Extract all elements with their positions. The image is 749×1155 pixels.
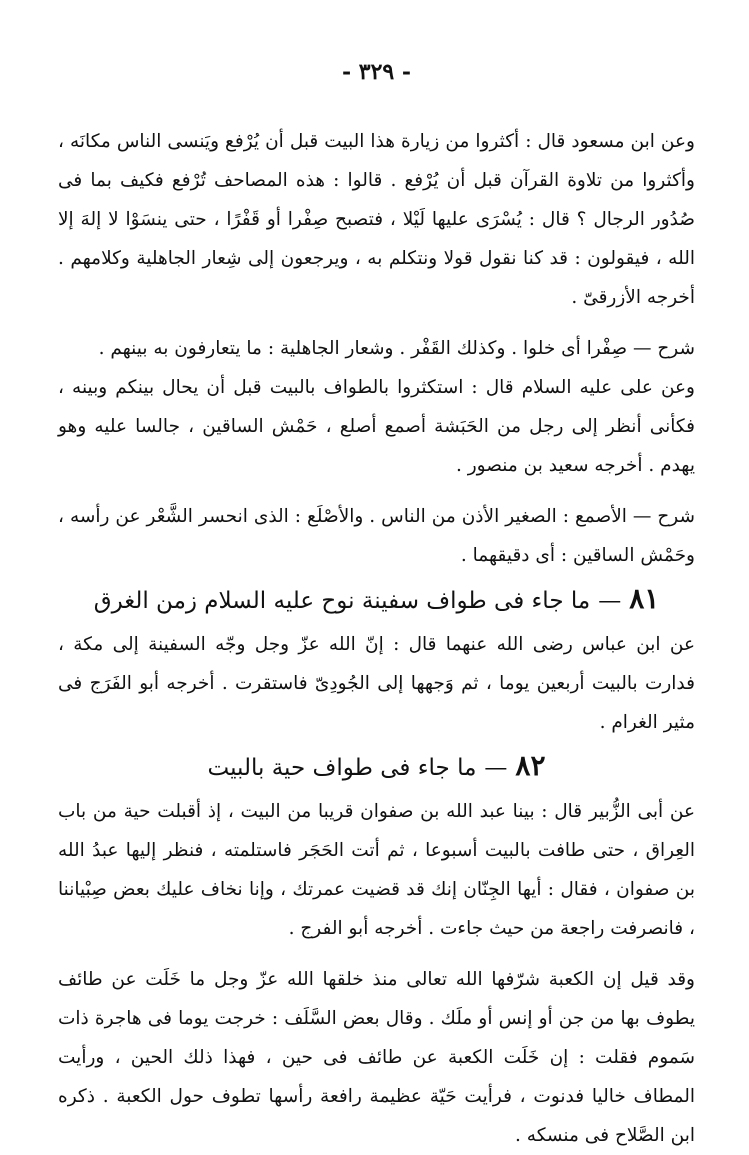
paragraph-commentary-2: شرح — الأصمع : الصغير الأذن من الناس . والأصْلَع : الذى انحسر الشَّعْر عن رأسه ، وحَمْش الساقين : أى دقيقهما . [58,506,695,566]
section-number-82: ٨٢ [515,749,546,782]
page-number: - ٣٢٩ - [341,59,412,85]
book-page [58,52,695,1155]
paragraph-ibn-masud: وعن ابن مسعود قال : أكثروا من زيارة هذا البيت قبل أن يُرْفع ويَنسى الناس مكانَه ، وأكثروا من تلاوة القرآن قبل أن يُرْفع . قالوا : هذه المصاحف تُرْفع فكيف بما فى صُدُور الرجال ؟ قال : يُسْرَى عليها لَيْلا ، فتصبح صِفْرا أو قَفْرًا ، حتى ينسَوْا لا إلهَ إلا الله ، فيقولون : قد كنا نقول قولا ونتكلم به ، ويرجعون إلى شِعار الجاهلية وكلامهم . أخرجه الأزرقىّ . [58,131,695,308]
paragraph-abu-zubayr: عن أبى الزُّبير قال : بينا عبد الله بن صفوان قريبا من البيت ، إذ أقبلت حية من باب العِراق ، حتى طافت بالبيت أسبوعا ، ثم أتت الحَجَر فاستلمته ، فنظر إليها عبدُ الله بن صفوان ، فقال : أيها الجِنّان إنك قد قضيت عمرتك ، وإنا نخاف عليك بعض صِبْياننا ، فانصرفت راجعة من حيث جاءت . أخرجه أبو الفرج . [58,801,695,939]
section-number-81: ٨١ [629,582,660,615]
paragraph-ibn-abbas: عن ابن عباس رضى الله عنهما قال : إنّ الله عزّ وجل وجّه السفينة إلى مكة ، فدارت بالبيت أربعين يوما ، ثم وَجهها إلى الجُودِىّ فاستقرت . أخرجه أبو الفَرَج فى مثير الغرام . [58,634,695,733]
section-dash-82: — [484,755,508,781]
section-title-81: ما جاء فى طواف سفينة نوح عليه السلام زمن الغرق [93,588,591,614]
paragraph-commentary-1: شرح — صِفْرا أى خلوا . وكذلك القَفْر . وشعار الجاهلية : ما يتعارفون به بينهم . [98,338,695,359]
section-heading-82 [58,746,695,788]
section-heading-81 [58,579,695,621]
paragraph-kaaba-circumambulation: وقد قيل إن الكعبة شرّفها الله تعالى منذ خلقها الله عزّ وجل ما خَلَت عن طائف يطوف بها من جن أو إنس أو ملَك . وقال بعض السَّلَف : خرجت يوما فى هاجرة ذات سَموم فقلت : إن خَلَت الكعبة عن طائف فى حين ، فهذا ذلك الحين ، ورأيت المطاف خاليا فدنوت ، فرأيت حَيّة عظيمة رافعة رأسها تطوف حول الكعبة . ذكره ابن الصَّلاح فى منسكه . [58,969,696,1146]
paragraph-ali: وعن على عليه السلام قال : استكثروا بالطواف بالبيت قبل أن يحال بينكم وبينه ، فكأنى أنظر إلى رجل من الحَبَشة أصمع أصلع ، حَمْش الساقين ، جالسا عليه وهو يهدم . أخرجه سعيد بن منصور . [58,377,695,476]
section-dash-81: — [598,588,622,614]
section-title-82: ما جاء فى طواف حية بالبيت [207,755,477,781]
